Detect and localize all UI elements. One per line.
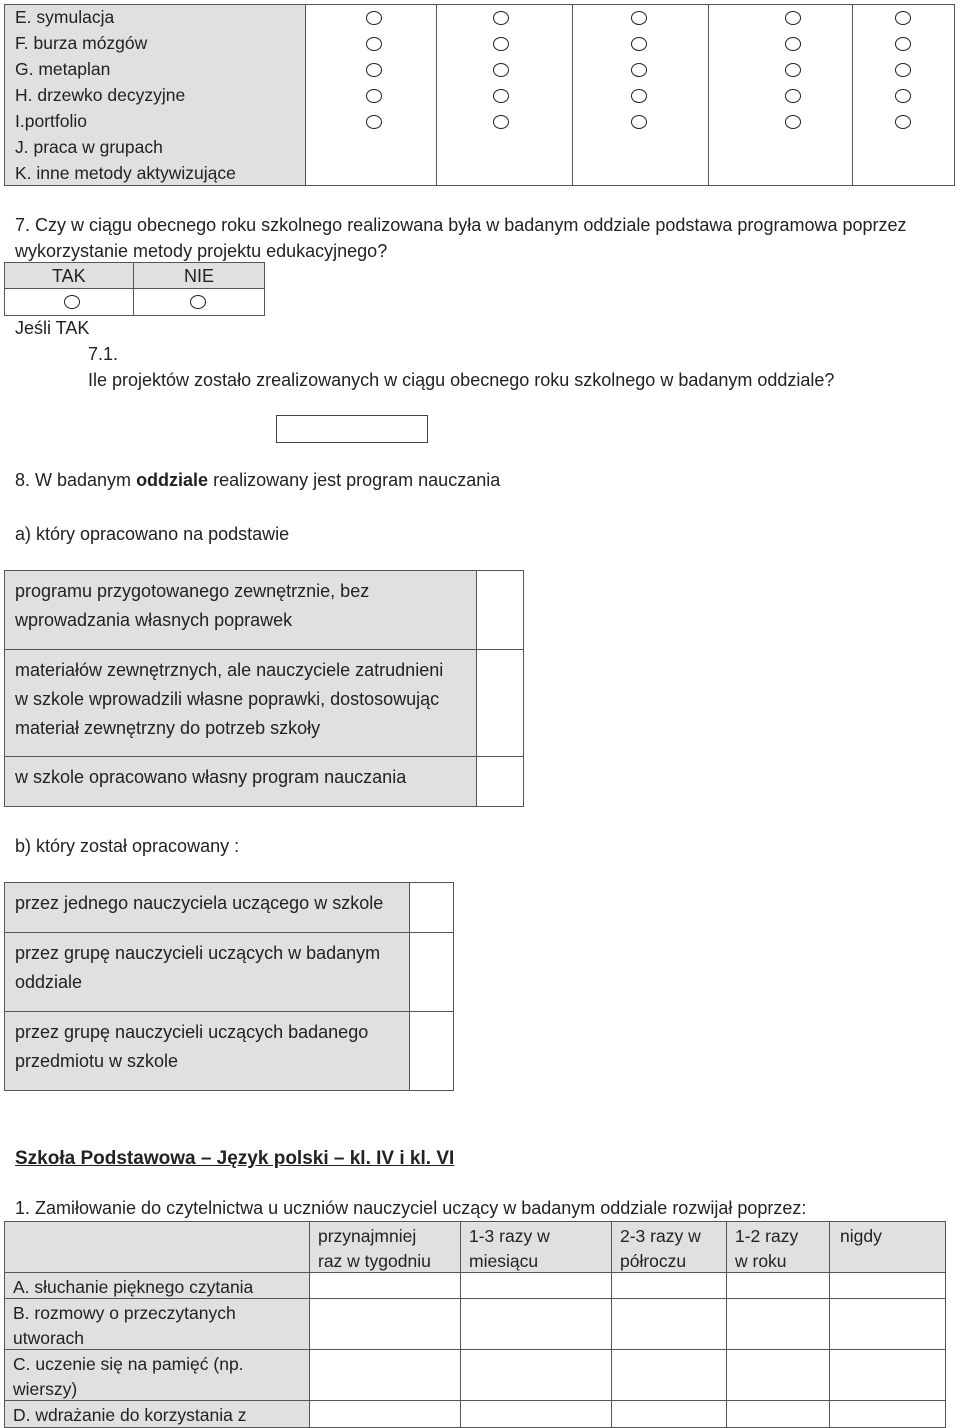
q1-header-weekly: przynajmniej raz w tygodniu [309, 1221, 461, 1273]
methods-col-4 [708, 4, 853, 186]
radio-option[interactable] [631, 89, 647, 103]
method-label-h: H. drzewko decyzyjne [15, 85, 186, 105]
q1-header-monthly: 1-3 razy w miesiącu [460, 1221, 612, 1273]
q7-if-yes: Jeśli TAK [15, 318, 90, 338]
q7-question-line2: wykorzystanie metody projektu edukacyjnego? [15, 241, 388, 261]
q7-no-radio[interactable] [190, 295, 206, 309]
radio-option[interactable] [785, 63, 801, 77]
radio-option[interactable] [366, 37, 382, 51]
q1-cell[interactable] [460, 1298, 612, 1350]
method-label-i: I.portfolio [15, 111, 87, 131]
radio-option[interactable] [895, 89, 911, 103]
q8-b-checkbox-2[interactable] [409, 932, 454, 1012]
q7-question-line1: 7. Czy w ciągu obecnego roku szkolnego realizowana była w badanym oddziale podstawa programowa poprzez [15, 215, 907, 235]
q7-no-label: NIE [184, 266, 215, 286]
radio-option[interactable] [785, 115, 801, 129]
q1-row-b-label: B. rozmowy o przeczytanych utworach [4, 1298, 310, 1350]
method-label-g: G. metaplan [15, 59, 111, 79]
q1-cell[interactable] [460, 1272, 612, 1299]
radio-option[interactable] [366, 63, 382, 77]
q1-row-c-label: C. uczenie się na pamięć (np. wierszy) [4, 1349, 310, 1401]
radio-option[interactable] [895, 37, 911, 51]
q7-1-number: 7.1. [88, 344, 119, 364]
method-label-j: J. praca w grupach [15, 137, 163, 157]
q8-b-checkbox-3[interactable] [409, 1011, 454, 1091]
q1-cell[interactable] [726, 1400, 830, 1428]
q8-question: 8. W badanym oddziale realizowany jest program nauczania [15, 470, 501, 490]
radio-option[interactable] [785, 11, 801, 25]
radio-option[interactable] [631, 63, 647, 77]
radio-option[interactable] [493, 115, 509, 129]
q1-cell[interactable] [829, 1298, 946, 1350]
radio-option[interactable] [493, 11, 509, 25]
q7-yes-radio[interactable] [64, 295, 80, 309]
q1-cell[interactable] [309, 1272, 461, 1299]
radio-option[interactable] [785, 37, 801, 51]
q1-cell[interactable] [309, 1298, 461, 1350]
method-label-f: F. burza mózgów [15, 33, 148, 53]
radio-option[interactable] [366, 115, 382, 129]
q1-header-half-year: 2-3 razy w półroczu [611, 1221, 727, 1273]
radio-option[interactable] [631, 11, 647, 25]
q7-yes-label: TAK [52, 266, 86, 286]
radio-option[interactable] [366, 11, 382, 25]
section-title: Szkoła Podstawowa – Język polski – kl. IV i kl. VI [15, 1148, 455, 1169]
q8-a-checkbox-3[interactable] [476, 756, 524, 807]
q1-cell[interactable] [611, 1298, 727, 1350]
q1-cell[interactable] [460, 1400, 612, 1428]
radio-option[interactable] [895, 11, 911, 25]
q8-b-label: b) który został opracowany : [15, 836, 240, 856]
q1-cell[interactable] [309, 1400, 461, 1428]
q8-b-option-2: przez grupę nauczycieli uczących w badanym oddziale [4, 932, 410, 1012]
q8-b-checkbox-1[interactable] [409, 882, 454, 933]
q1-header-yearly: 1-2 razy w roku [726, 1221, 830, 1273]
radio-option[interactable] [895, 63, 911, 77]
q1-cell[interactable] [309, 1349, 461, 1401]
q1-header-blank [4, 1221, 310, 1273]
q8-b-option-3: przez grupę nauczycieli uczących badanego przedmiotu w szkole [4, 1011, 410, 1091]
q8-b-option-1: przez jednego nauczyciela uczącego w szkole [4, 882, 410, 933]
q8-a-option-2: materiałów zewnętrznych, ale nauczyciele zatrudnieni w szkole wprowadzili własne poprawki, dostosowując materiał zewnętrzny do potrzeb szkoły [4, 649, 477, 757]
q1-cell[interactable] [611, 1349, 727, 1401]
q1-cell[interactable] [829, 1349, 946, 1401]
q1-cell[interactable] [460, 1349, 612, 1401]
q1-cell[interactable] [726, 1349, 830, 1401]
q8-a-checkbox-2[interactable] [476, 649, 524, 757]
q1-cell[interactable] [829, 1272, 946, 1299]
radio-option[interactable] [493, 89, 509, 103]
q1-cell[interactable] [726, 1298, 830, 1350]
q1-cell[interactable] [829, 1400, 946, 1428]
q1-cell[interactable] [611, 1400, 727, 1428]
radio-option[interactable] [366, 89, 382, 103]
q1-row-d-label: D. wdrażanie do korzystania z [4, 1400, 310, 1428]
q8-a-label: a) który opracowano na podstawie [15, 524, 290, 544]
q1-question: 1. Zamiłowanie do czytelnictwa u uczniów nauczyciel uczący w badanym oddziale rozwijał poprzez: [15, 1198, 807, 1218]
radio-option[interactable] [631, 115, 647, 129]
q7-1-answer-field[interactable] [276, 415, 428, 443]
radio-option[interactable] [493, 37, 509, 51]
radio-option[interactable] [493, 63, 509, 77]
radio-option[interactable] [631, 37, 647, 51]
q1-cell[interactable] [611, 1272, 727, 1299]
q7-1-question: Ile projektów zostało zrealizowanych w ciągu obecnego roku szkolnego w badanym oddziale? [88, 370, 835, 390]
q1-cell[interactable] [726, 1272, 830, 1299]
q8-a-checkbox-1[interactable] [476, 570, 524, 650]
q1-row-a-label: A. słuchanie pięknego czytania [4, 1272, 310, 1299]
radio-option[interactable] [895, 115, 911, 129]
q1-header-never: nigdy [829, 1221, 946, 1273]
q8-a-option-1: programu przygotowanego zewnętrznie, bez wprowadzania własnych poprawek [4, 570, 477, 650]
q8-bold-word: oddziale [136, 470, 209, 490]
method-label-k: K. inne metody aktywizujące [15, 163, 236, 183]
q8-a-option-3: w szkole opracowano własny program nauczania [4, 756, 477, 807]
radio-option[interactable] [785, 89, 801, 103]
method-label-e: E. symulacja [15, 7, 115, 27]
